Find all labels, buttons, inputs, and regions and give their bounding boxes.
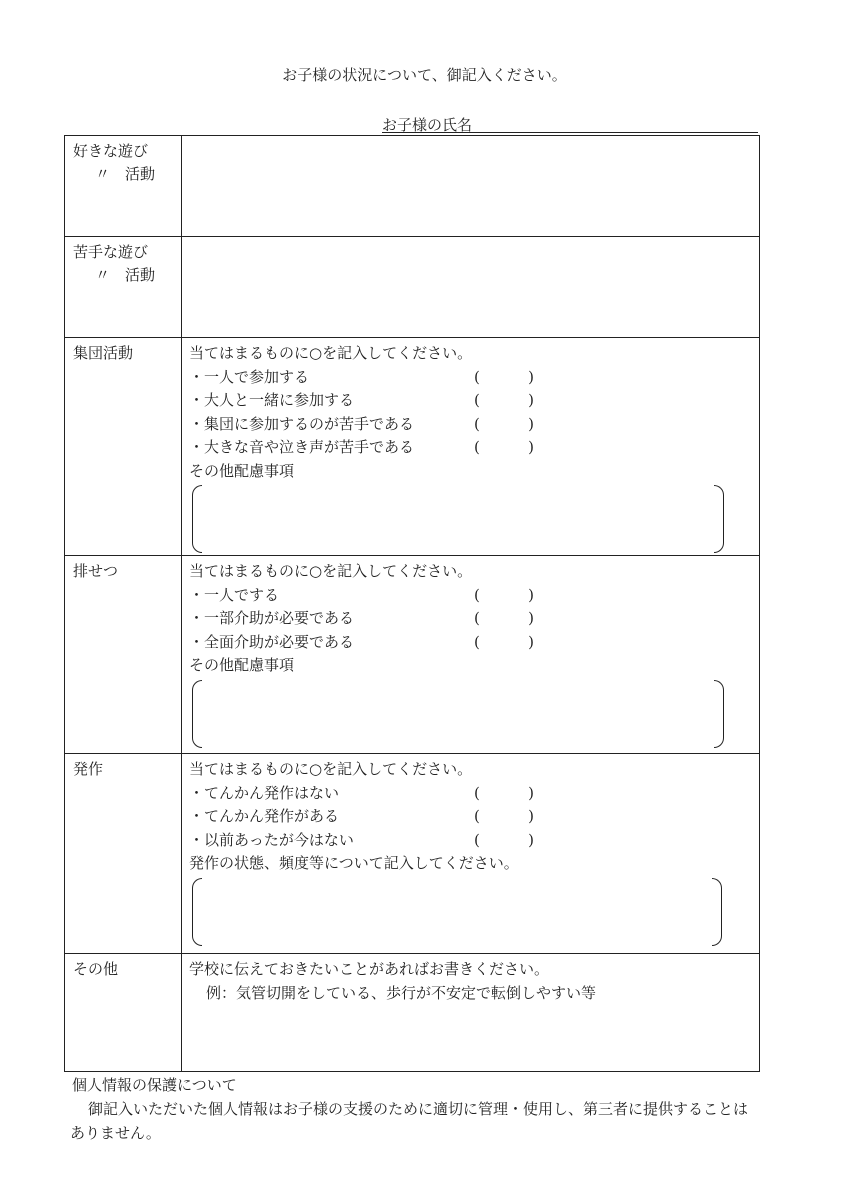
seizure-option[interactable]: ・てんかん発作がある ( ) xyxy=(189,807,534,825)
left-bracket xyxy=(192,680,202,748)
toilet-note-label: その他配慮事項 xyxy=(189,656,295,674)
group-note-box[interactable] xyxy=(192,485,724,553)
page-title: お子様の状況について、御記入ください。 xyxy=(282,66,567,84)
seizure-content xyxy=(182,754,760,954)
favorite-label: 好きな遊び 〃 活動 xyxy=(65,136,182,237)
other-content[interactable] xyxy=(182,954,760,1072)
toilet-option[interactable]: ・一部介助が必要である ( ) xyxy=(189,609,534,627)
row-group-activity xyxy=(65,338,760,556)
toilet-option[interactable]: ・一人でする ( ) xyxy=(189,585,534,604)
dislike-input-area[interactable] xyxy=(182,237,760,338)
group-option[interactable]: ・大人と一緒に参加する ( ) xyxy=(189,391,534,409)
toilet-content xyxy=(182,556,760,754)
right-bracket xyxy=(714,680,724,748)
seizure-option[interactable]: ・以前あったが今はない ( ) xyxy=(189,830,534,849)
group-note-label: その他配慮事項 xyxy=(189,461,295,480)
seizure-instruction: 当てはまるものに○を記入してください。 xyxy=(189,760,473,778)
group-activity-label: 集団活動 xyxy=(65,338,182,556)
child-name-label: お子様の氏名 xyxy=(382,116,473,134)
seizure-label: 発作 xyxy=(65,754,182,954)
privacy-notice xyxy=(72,1073,762,1145)
other-instruction: 学校に伝えておきたいことがあればお書きください。 xyxy=(189,960,550,978)
row-favorite xyxy=(65,136,760,237)
left-bracket xyxy=(192,485,202,553)
status-form-table xyxy=(64,135,760,1072)
row-other xyxy=(65,954,760,1072)
seizure-note-label: 発作の状態、頻度等について記入してください。 xyxy=(189,854,519,872)
other-label: その他 xyxy=(65,954,182,1072)
toilet-note-box[interactable] xyxy=(192,680,724,748)
row-toilet xyxy=(65,556,760,754)
other-example: 例：気管切開をしている、歩行が不安定で転倒しやすい等 xyxy=(206,983,597,1002)
row-dislike xyxy=(65,237,760,338)
right-bracket xyxy=(712,878,722,946)
privacy-heading: 個人情報の保護について xyxy=(72,1076,237,1094)
group-option[interactable]: ・集団に参加するのが苦手である ( ) xyxy=(189,414,534,433)
seizure-option[interactable]: ・てんかん発作はない ( ) xyxy=(189,783,534,802)
privacy-body: 御記入いただいた個人情報はお子様の支援のために適切に管理・使用し、第三者に提供することはありません。 xyxy=(70,1100,749,1142)
group-option[interactable]: ・大きな音や泣き声が苦手である ( ) xyxy=(189,438,534,456)
dislike-label: 苦手な遊び 〃 活動 xyxy=(65,237,182,338)
toilet-option[interactable]: ・全面介助が必要である ( ) xyxy=(189,632,534,651)
child-name-field[interactable] xyxy=(382,114,758,133)
seizure-note-box[interactable] xyxy=(192,878,722,946)
group-option[interactable]: ・一人で参加する ( ) xyxy=(189,367,534,386)
group-instruction: 当てはまるものに○を記入してください。 xyxy=(189,344,473,362)
toilet-label: 排せつ xyxy=(65,556,182,754)
toilet-instruction: 当てはまるものに○を記入してください。 xyxy=(189,562,473,580)
left-bracket xyxy=(192,878,202,946)
group-activity-content xyxy=(182,338,760,556)
favorite-input-area[interactable] xyxy=(182,136,760,237)
row-seizure xyxy=(65,754,760,954)
right-bracket xyxy=(714,485,724,553)
